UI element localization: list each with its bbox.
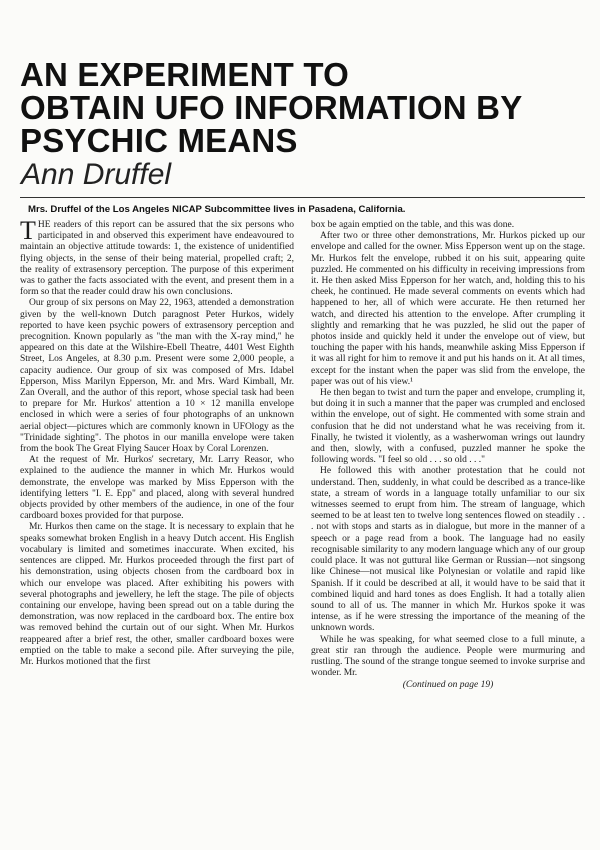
title-line: PSYCHIC MEANS	[20, 122, 298, 159]
author-name: Ann Druffel	[21, 158, 172, 191]
paragraph	[20, 216, 294, 298]
body-columns	[20, 216, 585, 692]
paragraph: box be again emptied on the table, and this was done.	[311, 220, 515, 230]
author-note: Mrs. Druffel of the Los Angeles NICAP Subcommittee lives in Pasadena, California.	[28, 204, 406, 215]
paragraph: After two or three other demonstrations, Mr. Hurkos picked up our envelope and called for the owner. Miss Epperson went up on the stage. Mr. Hurkos felt the envelope, rubbed it on his suit, appearing quite puzzled. He commented on his difficulty in receiving impressions from it. He then asked Miss Epperson for her watch, and, holding this to his cheek, he continued. He made several comments on events which had happened to her, all of which were accurate. He then returned her watch, and directed his attention to the envelope. After crumpling it slightly and remarking that he was puzzled, he slid out the paper of photos inside and quickly held it under the envelope out of view, but touching the paper with his hands, meanwhile asking Miss Epperson if it was all right for him to remove it and put his hands on it. At all times, except for the instant when the paper was slid from the envelope, the paper was out of his view.¹	[311, 231, 585, 387]
title-line: OBTAIN UFO INFORMATION BY	[20, 89, 523, 126]
paragraph: Our group of six persons on May 22, 1963, attended a demonstration given by the well-known Dutch paragnost Peter Hurkos, widely reported to have keen psychic powers of extrasensory perception and precognition. Known popularly as "the man with the X-ray mind," he appeared on this date at the Wilshire-Ebell Theatre, 4401 West Eighth Street, Los Angeles, at 8.30 p.m. Present were some 2,000 people, a capacity audience. Our group of six was composed of Mrs. Idabel Epperson, Miss Marilyn Epperson, Mr. and Mrs. Ward Kimball, Mr. Zan Overall, and the author of this report, whose special task had been to prepare for Mr. Hurkos' attention a 10 × 12 manilla envelope enclosed in which were a series of four photographs of an unknown aerial object—pictures which are commonly known in UFOlogy as the "Trinidade sighting". The photos in our manilla envelope were taken from the book The Great Flying Saucer Hoax by Coral Lorenzen.	[20, 298, 294, 455]
article-title	[20, 58, 585, 157]
title-rule	[20, 197, 585, 198]
column-right	[311, 220, 585, 692]
paragraph: He then began to twist and turn the paper and envelope, crumpling it, but doing it in such a manner that the paper was crumpled and enclosed within the envelope, out of sight. He commented with some strain and confusion that he did not understand what he was receiving from it. Finally, he twisted it violently, as a washerwoman wrings out laundry and then, slowly, with a confused, puzzled manner he spoke the following words. "I feel so old . . . so old . . ."	[311, 388, 585, 466]
paragraph: While he was speaking, for what seemed close to a full minute, a great stir ran through the audience. People were murmuring and rustling. The sound of the strange tongue seemed to invoke surprise and wonder. Mr.	[311, 634, 585, 679]
drop-cap: T	[20, 216, 36, 245]
paragraph: He followed this with another protestation that he could not understand. Then, suddenly, in what could be described as a trance-like state, a stream of words in a language totally unfamiliar to our six witnesses seemed to erupt from him. The stream of language, which seemed to be at least ten to twelve long sentences flowed on steadily . . . not with stops and starts as in dialogue, but more in the manner of a speech or a page read from a book. The language had no easily recognisable similarity to any modern language which any of our group could place. It was not guttural like German or Russian—not singsong like Chinese—not musical like Polynesian or volatile and rapid like Spanish. If it could be described at all, it would have to be said that it combined liquid and hard tones as does English. It had a totally alien sound to all of us. The manner in which Mr. Hurkos spoke it was intense, as if he were stressing the importance of the meaning of the unknown words.	[311, 466, 585, 634]
continued-note[interactable]: (Continued on page 19)	[402, 680, 494, 691]
paragraph-text: HE readers of this report can be assured that the six persons who participated in and observed this experiment have endeavoured to maintain an objective attitude towards: 1, the existence of unidentified flying objects, in the sense of their being material, propelled craft; 2, the reality of extrasensory perception. The purpose of this experiment was to gather the facts associated with the event, and present them in a form so that the reader could draw his own conclusions.	[20, 220, 294, 298]
column-left	[20, 216, 294, 692]
title-line: AN EXPERIMENT TO	[20, 56, 349, 93]
article	[20, 56, 585, 691]
paragraph: Mr. Hurkos then came on the stage. It is necessary to explain that he speaks somewhat broken English in a heavy Dutch accent. His English vocabulary is limited and sometimes inaccurate. When excited, his sentences are clipped. Mr. Hurkos proceeded through the first part of his demonstration, using objects chosen from the cardboard box in which our envelope was placed. After exhibiting his powers with several photographs and jewellery, he left the stage. The pile of objects containing our envelope, having been spread out on a table during the demonstration, was now replaced in the cardboard box. The entire box was removed behind the curtain out of our sight. When Mr. Hurkos reappeared after a brief rest, the other, smaller cardboard boxes were emptied on the table to make a second pile. After surveying the pile, Mr. Hurkos motioned that the first	[20, 522, 294, 667]
paragraph: At the request of Mr. Hurkos' secretary, Mr. Larry Reasor, who explained to the audience the manner in which Mr. Hurkos would demonstrate, the envelope was marked by Miss Epperson with the identifying letters "I. E. Epp" and placed, along with several hundred objects provided by other members of the audience, in one of the four cardboard boxes provided for that purpose.	[20, 455, 294, 522]
